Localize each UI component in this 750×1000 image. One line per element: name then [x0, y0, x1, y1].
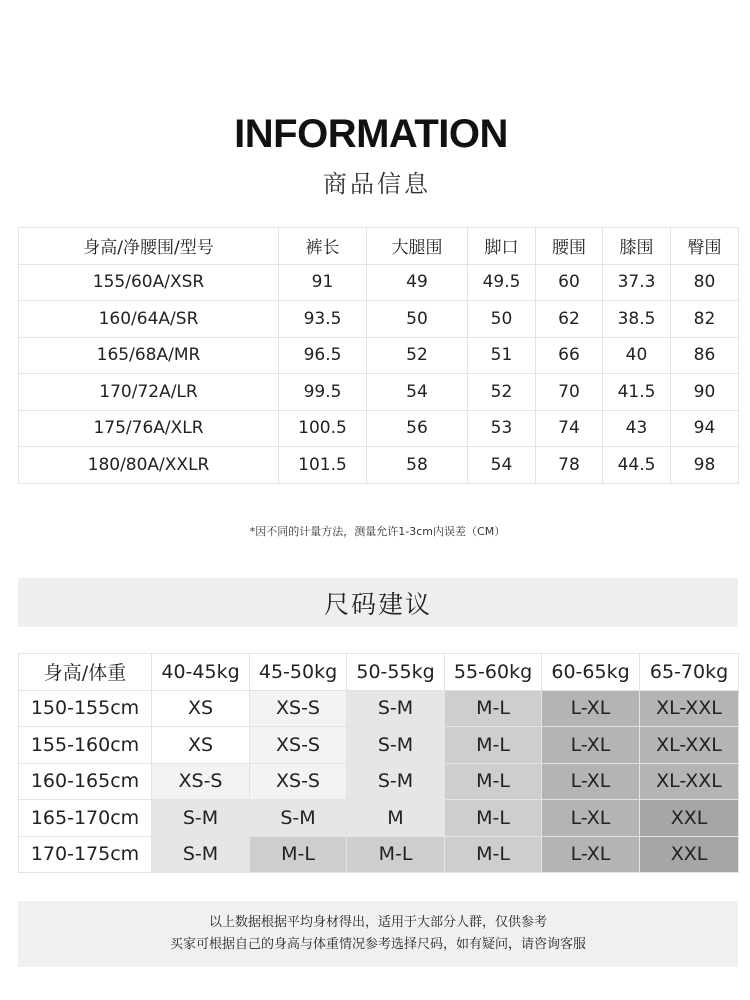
size-recommend-cell: S-M — [347, 727, 445, 764]
size-header-cell: 脚口 — [468, 228, 536, 265]
recommend-header-cell: 40-45kg — [152, 654, 250, 691]
size-recommend-cell: L-XL — [542, 836, 640, 873]
table-row — [19, 374, 739, 411]
height-range-cell: 155-160cm — [19, 727, 152, 764]
size-recommend-cell: L-XL — [542, 763, 640, 800]
size-recommend-cell: XS-S — [250, 763, 347, 800]
size-value-cell: 62 — [536, 301, 603, 338]
size-recommend-cell: L-XL — [542, 800, 640, 837]
size-recommend-cell: M-L — [445, 690, 542, 727]
size-recommend-cell: M-L — [445, 836, 542, 873]
size-value-cell: 82 — [671, 301, 739, 338]
size-value-cell: 99.5 — [279, 374, 367, 411]
recommend-title: 尺码建议 — [323, 589, 432, 619]
size-recommend-cell: M-L — [445, 763, 542, 800]
size-header-cell: 臀围 — [671, 228, 739, 265]
table-row — [19, 800, 739, 837]
page-title: INFORMATION — [234, 112, 508, 156]
size-value-cell: 43 — [603, 410, 671, 447]
size-value-cell: 94 — [671, 410, 739, 447]
size-recommend-cell: S-M — [152, 836, 250, 873]
size-recommend-cell: S-M — [347, 690, 445, 727]
size-recommend-cell: XS-S — [152, 763, 250, 800]
size-recommend-cell: XL-XXL — [640, 763, 739, 800]
footer-line-1: 以上数据根据平均身材得出，适用于大部分人群，仅供参考 — [208, 915, 547, 930]
measurement-note: *因不同的计量方法，测量允许1-3cm内误差（CM） — [249, 525, 506, 538]
table-row — [19, 690, 739, 727]
size-recommend-cell: L-XL — [542, 690, 640, 727]
size-header-cell: 身高/净腰围/型号 — [19, 228, 279, 265]
size-value-cell: 86 — [671, 337, 739, 374]
size-value-cell: 50 — [367, 301, 468, 338]
size-recommend-cell: XL-XXL — [640, 690, 739, 727]
size-recommend-cell: XS-S — [250, 727, 347, 764]
size-value-cell: 56 — [367, 410, 468, 447]
size-table — [18, 227, 739, 484]
size-value-cell: 98 — [671, 447, 739, 484]
table-row — [19, 727, 739, 764]
size-recommend-cell: M-L — [347, 836, 445, 873]
size-value-cell: 58 — [367, 447, 468, 484]
size-value-cell: 51 — [468, 337, 536, 374]
size-value-cell: 66 — [536, 337, 603, 374]
size-recommend-cell: XXL — [640, 836, 739, 873]
size-model-cell: 175/76A/XLR — [19, 410, 279, 447]
recommend-header-row — [19, 654, 739, 691]
size-model-cell: 170/72A/LR — [19, 374, 279, 411]
size-value-cell: 54 — [367, 374, 468, 411]
size-value-cell: 54 — [468, 447, 536, 484]
size-value-cell: 91 — [279, 264, 367, 301]
size-value-cell: 49.5 — [468, 264, 536, 301]
size-value-cell: 93.5 — [279, 301, 367, 338]
size-header-cell: 大腿围 — [367, 228, 468, 265]
size-recommend-cell: XS — [152, 727, 250, 764]
size-value-cell: 101.5 — [279, 447, 367, 484]
size-recommend-cell: M — [347, 800, 445, 837]
size-header-cell: 腰围 — [536, 228, 603, 265]
size-recommend-cell: M-L — [250, 836, 347, 873]
size-recommend-cell: XL-XXL — [640, 727, 739, 764]
size-model-cell: 160/64A/SR — [19, 301, 279, 338]
size-model-cell: 165/68A/MR — [19, 337, 279, 374]
size-recommend-cell: L-XL — [542, 727, 640, 764]
size-recommend-cell: XXL — [640, 800, 739, 837]
page-subtitle: 商品信息 — [323, 170, 431, 198]
size-value-cell: 41.5 — [603, 374, 671, 411]
size-recommend-cell: M-L — [445, 727, 542, 764]
height-range-cell: 170-175cm — [19, 836, 152, 873]
recommend-header-cell: 60-65kg — [542, 654, 640, 691]
size-value-cell: 50 — [468, 301, 536, 338]
size-value-cell: 78 — [536, 447, 603, 484]
table-row — [19, 264, 739, 301]
size-recommend-cell: XS — [152, 690, 250, 727]
size-value-cell: 90 — [671, 374, 739, 411]
recommend-header-cell: 65-70kg — [640, 654, 739, 691]
size-value-cell: 37.3 — [603, 264, 671, 301]
height-range-cell: 160-165cm — [19, 763, 152, 800]
size-recommend-cell: XS-S — [250, 690, 347, 727]
size-value-cell: 100.5 — [279, 410, 367, 447]
size-value-cell: 44.5 — [603, 447, 671, 484]
size-header-cell: 膝围 — [603, 228, 671, 265]
table-row — [19, 410, 739, 447]
footer-line-2: 买家可根据自己的身高与体重情况参考选择尺码，如有疑问，请咨询客服 — [169, 937, 586, 952]
table-row — [19, 337, 739, 374]
footer-note — [18, 901, 738, 967]
recommend-table — [18, 653, 739, 873]
size-value-cell: 96.5 — [279, 337, 367, 374]
size-model-cell: 180/80A/XXLR — [19, 447, 279, 484]
size-value-cell: 74 — [536, 410, 603, 447]
height-range-cell: 150-155cm — [19, 690, 152, 727]
size-value-cell: 52 — [468, 374, 536, 411]
size-value-cell: 70 — [536, 374, 603, 411]
size-header-cell: 裤长 — [279, 228, 367, 265]
size-recommend-cell: S-M — [347, 763, 445, 800]
recommend-header-cell: 55-60kg — [445, 654, 542, 691]
height-range-cell: 165-170cm — [19, 800, 152, 837]
size-value-cell: 38.5 — [603, 301, 671, 338]
recommend-header-cell: 身高/体重 — [19, 654, 152, 691]
size-value-cell: 40 — [603, 337, 671, 374]
size-value-cell: 80 — [671, 264, 739, 301]
recommend-header-cell: 50-55kg — [347, 654, 445, 691]
size-recommend-cell: S-M — [250, 800, 347, 837]
size-header-row — [19, 228, 739, 265]
size-value-cell: 52 — [367, 337, 468, 374]
table-row — [19, 447, 739, 484]
recommend-banner — [18, 578, 738, 627]
size-model-cell: 155/60A/XSR — [19, 264, 279, 301]
size-recommend-cell: M-L — [445, 800, 542, 837]
size-value-cell: 53 — [468, 410, 536, 447]
recommend-header-cell: 45-50kg — [250, 654, 347, 691]
size-recommend-cell: S-M — [152, 800, 250, 837]
size-value-cell: 60 — [536, 264, 603, 301]
size-value-cell: 49 — [367, 264, 468, 301]
table-row — [19, 836, 739, 873]
table-row — [19, 301, 739, 338]
table-row — [19, 763, 739, 800]
